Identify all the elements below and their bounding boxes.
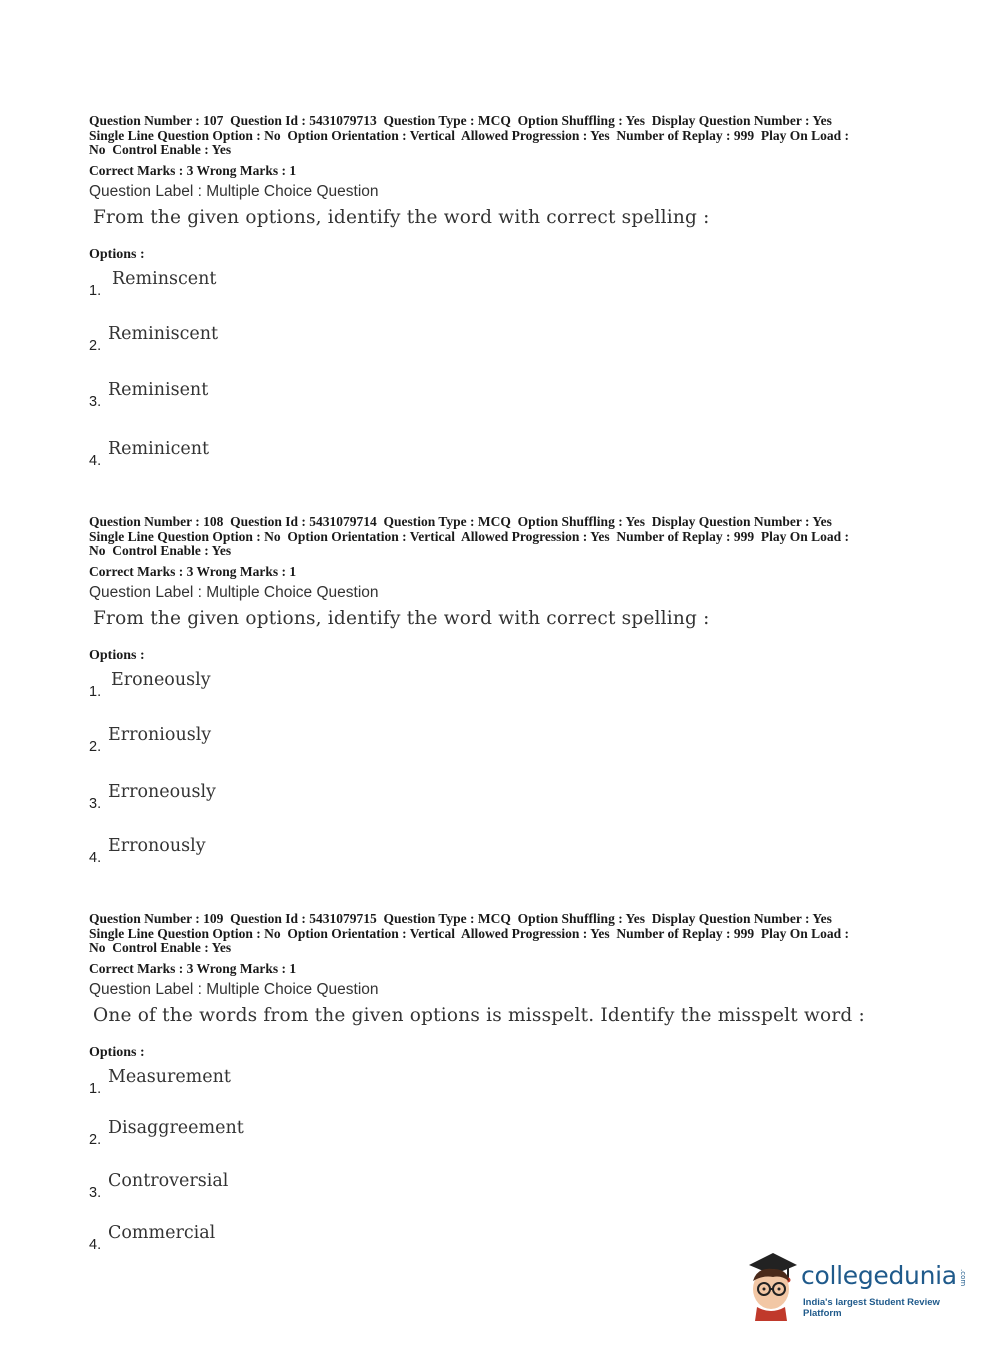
option-number: 3. bbox=[89, 1184, 102, 1201]
option-2[interactable] bbox=[89, 1118, 489, 1158]
option-text: Erroneously bbox=[108, 781, 216, 802]
option-number: 2. bbox=[89, 1131, 102, 1148]
question-text: From the given options, identify the word with correct spelling : bbox=[93, 607, 710, 629]
question-text: One of the words from the given options is misspelt. Identify the misspelt word : bbox=[93, 1004, 865, 1026]
brand-suffix: .com bbox=[959, 1269, 967, 1287]
option-text: Controversial bbox=[108, 1170, 229, 1191]
option-number: 1. bbox=[89, 683, 102, 700]
option-number: 4. bbox=[89, 452, 102, 469]
option-3[interactable] bbox=[89, 380, 489, 420]
question-label: Question Label : Multiple Choice Question bbox=[89, 980, 379, 998]
option-4[interactable] bbox=[89, 836, 489, 876]
question-block-108 bbox=[89, 514, 919, 866]
options-heading: Options : bbox=[89, 1044, 145, 1060]
option-text: Erronously bbox=[108, 835, 206, 856]
option-text: Reminscent bbox=[112, 268, 217, 289]
option-text: Measurement bbox=[108, 1066, 231, 1087]
option-number: 3. bbox=[89, 393, 102, 410]
question-label: Question Label : Multiple Choice Question bbox=[89, 583, 379, 601]
question-block-107 bbox=[89, 113, 919, 469]
option-text: Eroneously bbox=[111, 669, 211, 690]
option-2[interactable] bbox=[89, 324, 489, 364]
option-1[interactable] bbox=[89, 269, 489, 309]
option-1[interactable] bbox=[89, 670, 489, 710]
option-1[interactable] bbox=[89, 1067, 489, 1107]
question-marks: Correct Marks : 3 Wrong Marks : 1 bbox=[89, 162, 297, 178]
mascot-icon bbox=[743, 1251, 803, 1321]
option-number: 2. bbox=[89, 738, 102, 755]
option-text: Reminicent bbox=[108, 438, 210, 459]
question-block-109 bbox=[89, 911, 919, 1253]
option-text: Erroniously bbox=[108, 724, 212, 745]
option-text: Reminiscent bbox=[108, 323, 219, 344]
option-number: 3. bbox=[89, 795, 102, 812]
option-text: Disaggreement bbox=[108, 1117, 244, 1138]
options-heading: Options : bbox=[89, 647, 145, 663]
question-marks: Correct Marks : 3 Wrong Marks : 1 bbox=[89, 960, 297, 976]
option-number: 4. bbox=[89, 849, 102, 866]
question-marks: Correct Marks : 3 Wrong Marks : 1 bbox=[89, 563, 297, 579]
question-meta: Question Number : 109 Question Id : 5431079715 Question Type : MCQ Option Shuffling : Yes Display Question Number : Yes Single Line Question Option : No Option Orientation : Vertical Allowed Progression : Yes Number of Replay : 999 Play On Load : No Control Enable : Yes bbox=[89, 911, 850, 956]
option-4[interactable] bbox=[89, 1223, 489, 1263]
question-text: From the given options, identify the word with correct spelling : bbox=[93, 206, 710, 228]
option-3[interactable] bbox=[89, 1171, 489, 1211]
option-number: 4. bbox=[89, 1236, 102, 1253]
collegedunia-logo[interactable] bbox=[743, 1251, 973, 1321]
option-4[interactable] bbox=[89, 439, 489, 479]
option-number: 1. bbox=[89, 282, 102, 299]
option-3[interactable] bbox=[89, 782, 489, 822]
question-meta: Question Number : 108 Question Id : 5431079714 Question Type : MCQ Option Shuffling : Yes Display Question Number : Yes Single Line Question Option : No Option Orientation : Vertical Allowed Progression : Yes Number of Replay : 999 Play On Load : No Control Enable : Yes bbox=[89, 514, 850, 559]
option-2[interactable] bbox=[89, 725, 489, 765]
option-number: 1. bbox=[89, 1080, 102, 1097]
brand-tagline: India's largest Student Review Platform bbox=[803, 1297, 940, 1319]
question-label: Question Label : Multiple Choice Question bbox=[89, 182, 379, 200]
option-text: Reminisent bbox=[108, 379, 209, 400]
option-number: 2. bbox=[89, 337, 102, 354]
option-text: Commercial bbox=[108, 1222, 216, 1243]
brand-name: collegedunia bbox=[801, 1261, 957, 1290]
question-meta: Question Number : 107 Question Id : 5431079713 Question Type : MCQ Option Shuffling : Yes Display Question Number : Yes Single Line Question Option : No Option Orientation : Vertical Allowed Progression : Yes Number of Replay : 999 Play On Load : No Control Enable : Yes bbox=[89, 113, 850, 158]
options-heading: Options : bbox=[89, 246, 145, 262]
